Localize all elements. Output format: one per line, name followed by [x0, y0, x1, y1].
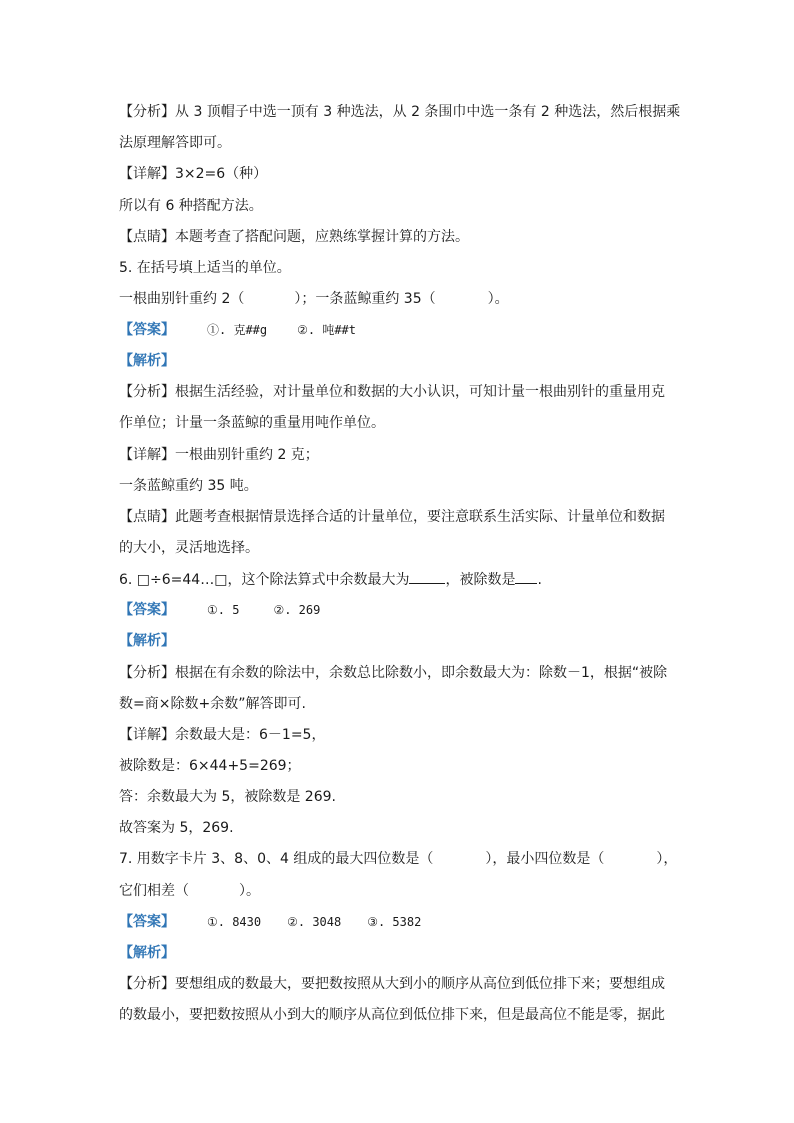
question-5-title: 5. 在括号填上适当的单位。	[119, 260, 291, 276]
detail-line: 被除数是：6×44+5=269；	[119, 758, 301, 774]
analysis-line: 数=商×除数+余数”解答即可.	[119, 696, 306, 712]
answer-label: 【答案】	[119, 322, 175, 338]
answer-blank	[515, 569, 537, 584]
detail-line: 答：余数最大为 5，被除数是 269.	[119, 789, 336, 805]
question-text: 一根曲别针重约 2（	[119, 291, 245, 307]
question-5-body	[119, 289, 509, 309]
answer-1: ①. 5	[207, 603, 240, 617]
detail-line: 【详解】3×2=6（种）	[119, 166, 268, 182]
question-6-answer	[119, 600, 320, 620]
analysis-line: 【分析】要想组成的数最大，要把数按照从大到小的顺序从高位到低位排下来；要想组成	[119, 976, 665, 992]
question-text: ）；一条蓝鲸重约 35（	[294, 291, 436, 307]
question-text: ）。	[487, 291, 509, 307]
analysis-line: 【分析】根据生活经验，对计量单位和数据的大小认识，可知计量一根曲别针的重量用克	[119, 384, 665, 400]
analysis-line: 的数最小，要把数按照从小到大的顺序从高位到低位排下来，但是最高位不能是零，据此	[119, 1007, 665, 1023]
detail-line: 所以有 6 种搭配方法。	[119, 198, 263, 214]
question-text: .	[537, 572, 542, 588]
analysis-line: 【分析】从 3 顶帽子中选一顶有 3 种选法，从 2 条围巾中选一条有 2 种选法，然后根据乘	[119, 104, 681, 120]
comment-line: 的大小，灵活地选择。	[119, 540, 259, 556]
detail-line: 【详解】余数最大是：6－1=5，	[119, 727, 326, 743]
question-text: 6. □÷6=44…□，这个除法算式中余数最大为	[119, 572, 410, 588]
solution-label: 【解析】	[119, 945, 175, 961]
answer-2: ②. 吨##t	[297, 323, 357, 337]
question-7-title	[119, 849, 677, 869]
comment-line: 【点睛】此题考查根据情景选择合适的计量单位，要注意联系生活实际、计量单位和数据	[119, 509, 665, 525]
question-text: ）。	[239, 883, 260, 899]
question-text: ），最小四位数是（	[485, 851, 605, 867]
answer-3: ③. 5382	[367, 915, 422, 929]
comment-line: 【点睛】本题考查了搭配问题，应熟练掌握计算的方法。	[119, 229, 469, 245]
detail-line: 故答案为 5，269.	[119, 820, 234, 836]
answer-1: ①. 克##g	[207, 323, 268, 337]
question-5-answer	[119, 320, 356, 340]
detail-line: 一条蓝鲸重约 35 吨。	[119, 478, 258, 494]
answer-1: ①. 8430	[207, 915, 262, 929]
solution-label: 【解析】	[119, 633, 175, 649]
answer-blank	[409, 569, 445, 584]
question-text: 7. 用数字卡片 3、8、0、4 组成的最大四位数是（	[119, 851, 434, 867]
question-7-body	[119, 881, 260, 901]
analysis-line: 【分析】根据在有余数的除法中，余数总比除数小，即余数最大为：除数－1，根据“被除	[119, 665, 668, 681]
answer-2: ②. 3048	[287, 915, 342, 929]
question-6-title	[119, 569, 542, 590]
question-7-answer	[119, 912, 421, 932]
question-text: ），	[656, 851, 678, 867]
question-text: 它们相差（	[119, 883, 189, 899]
detail-line: 【详解】一根曲别针重约 2 克；	[119, 447, 319, 463]
analysis-line: 作单位；计量一条蓝鲸的重量用吨作单位。	[119, 415, 385, 431]
answer-2: ②. 269	[273, 603, 321, 617]
answer-label: 【答案】	[119, 914, 175, 930]
solution-label: 【解析】	[119, 353, 175, 369]
analysis-line: 法原理解答即可。	[119, 135, 231, 151]
answer-label: 【答案】	[119, 602, 175, 618]
question-text: ，被除数是	[445, 572, 516, 588]
